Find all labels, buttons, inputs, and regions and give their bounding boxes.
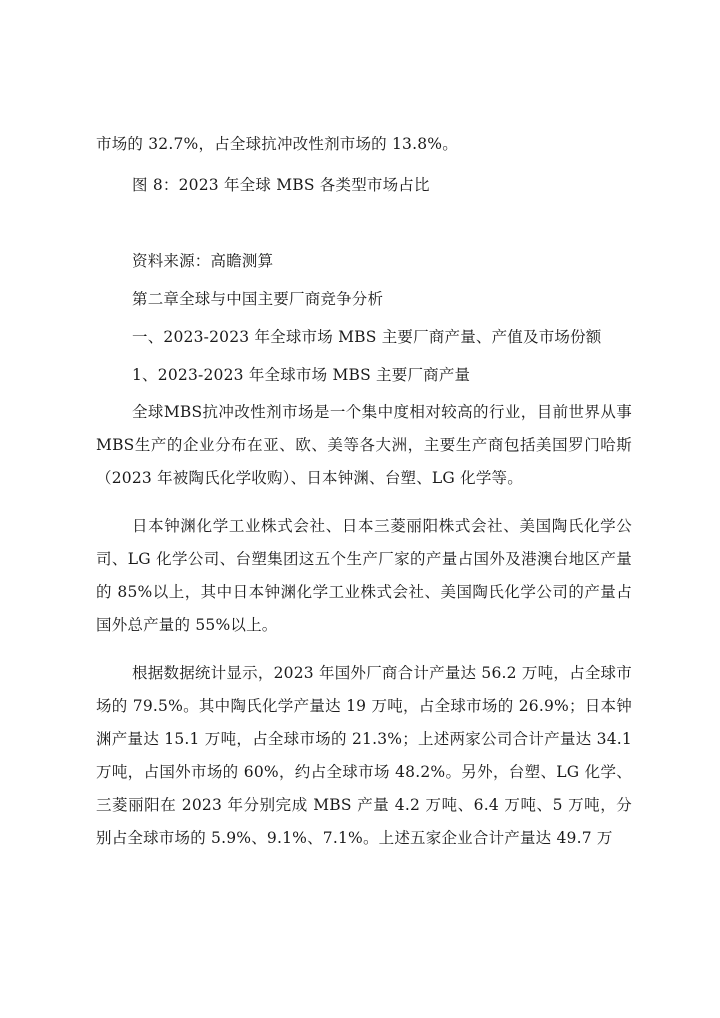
chapter-heading: 第二章全球与中国主要厂商竞争分析 [132, 290, 384, 308]
subsection-heading: 1、2023-2023 年全球市场 MBS 主要厂商产量 [132, 366, 471, 384]
text-line: 市场的 32.7%，占全球抗冲改性剂市场的 13.8%。 [96, 135, 458, 153]
section-heading: 一、2023-2023 年全球市场 MBS 主要厂商产量、产值及市场份额 [132, 328, 602, 346]
figure-caption: 图 8：2023 年全球 MBS 各类型市场占比 [132, 176, 430, 194]
source-note: 资料来源：高瞻测算 [132, 252, 274, 270]
paragraph-top-producers: 日本钟渊化学工业株式会社、日本三菱丽阳株式会社、美国陶氏化学公司、LG 化学公司、台塑集团这五个生产厂家的产量占国外及港澳台地区产量的 85%以上，其中日本钟渊化学工业株式会社、美国陶氏化学公司的产量占国外总产量的 55%以上。 [96, 517, 632, 634]
paragraph-production-stats: 根据数据统计显示，2023 年国外厂商合计产量达 56.2 万吨，占全球市场的 79.5%。其中陶氏化学产量达 19 万吨，占全球市场的 26.9%；日本钟渊产量达 15.1 万吨，占全球市场的 21.3%；上述两家公司合计产量达 34.1 万吨，占国外市场的 60%，约占全球市场 48.2%。另外，台塑、LG 化学、三菱丽阳在 2023 年分别完成 MBS 产量 4.2 万吨、6.4 万吨、5 万吨，分别占全球市场的 5.9%、9.1%、7.1%。上述五家企业合计产量达 49.7 万 [96, 664, 632, 847]
paragraph-market-overview: 全球MBS抗冲改性剂市场是一个集中度相对较高的行业，目前世界从事MBS生产的企业分布在亚、欧、美等各大洲，主要生产商包括美国罗门哈斯（2023 年被陶氏化学收购）、日本钟渊、台塑、LG 化学等。 [96, 403, 632, 487]
